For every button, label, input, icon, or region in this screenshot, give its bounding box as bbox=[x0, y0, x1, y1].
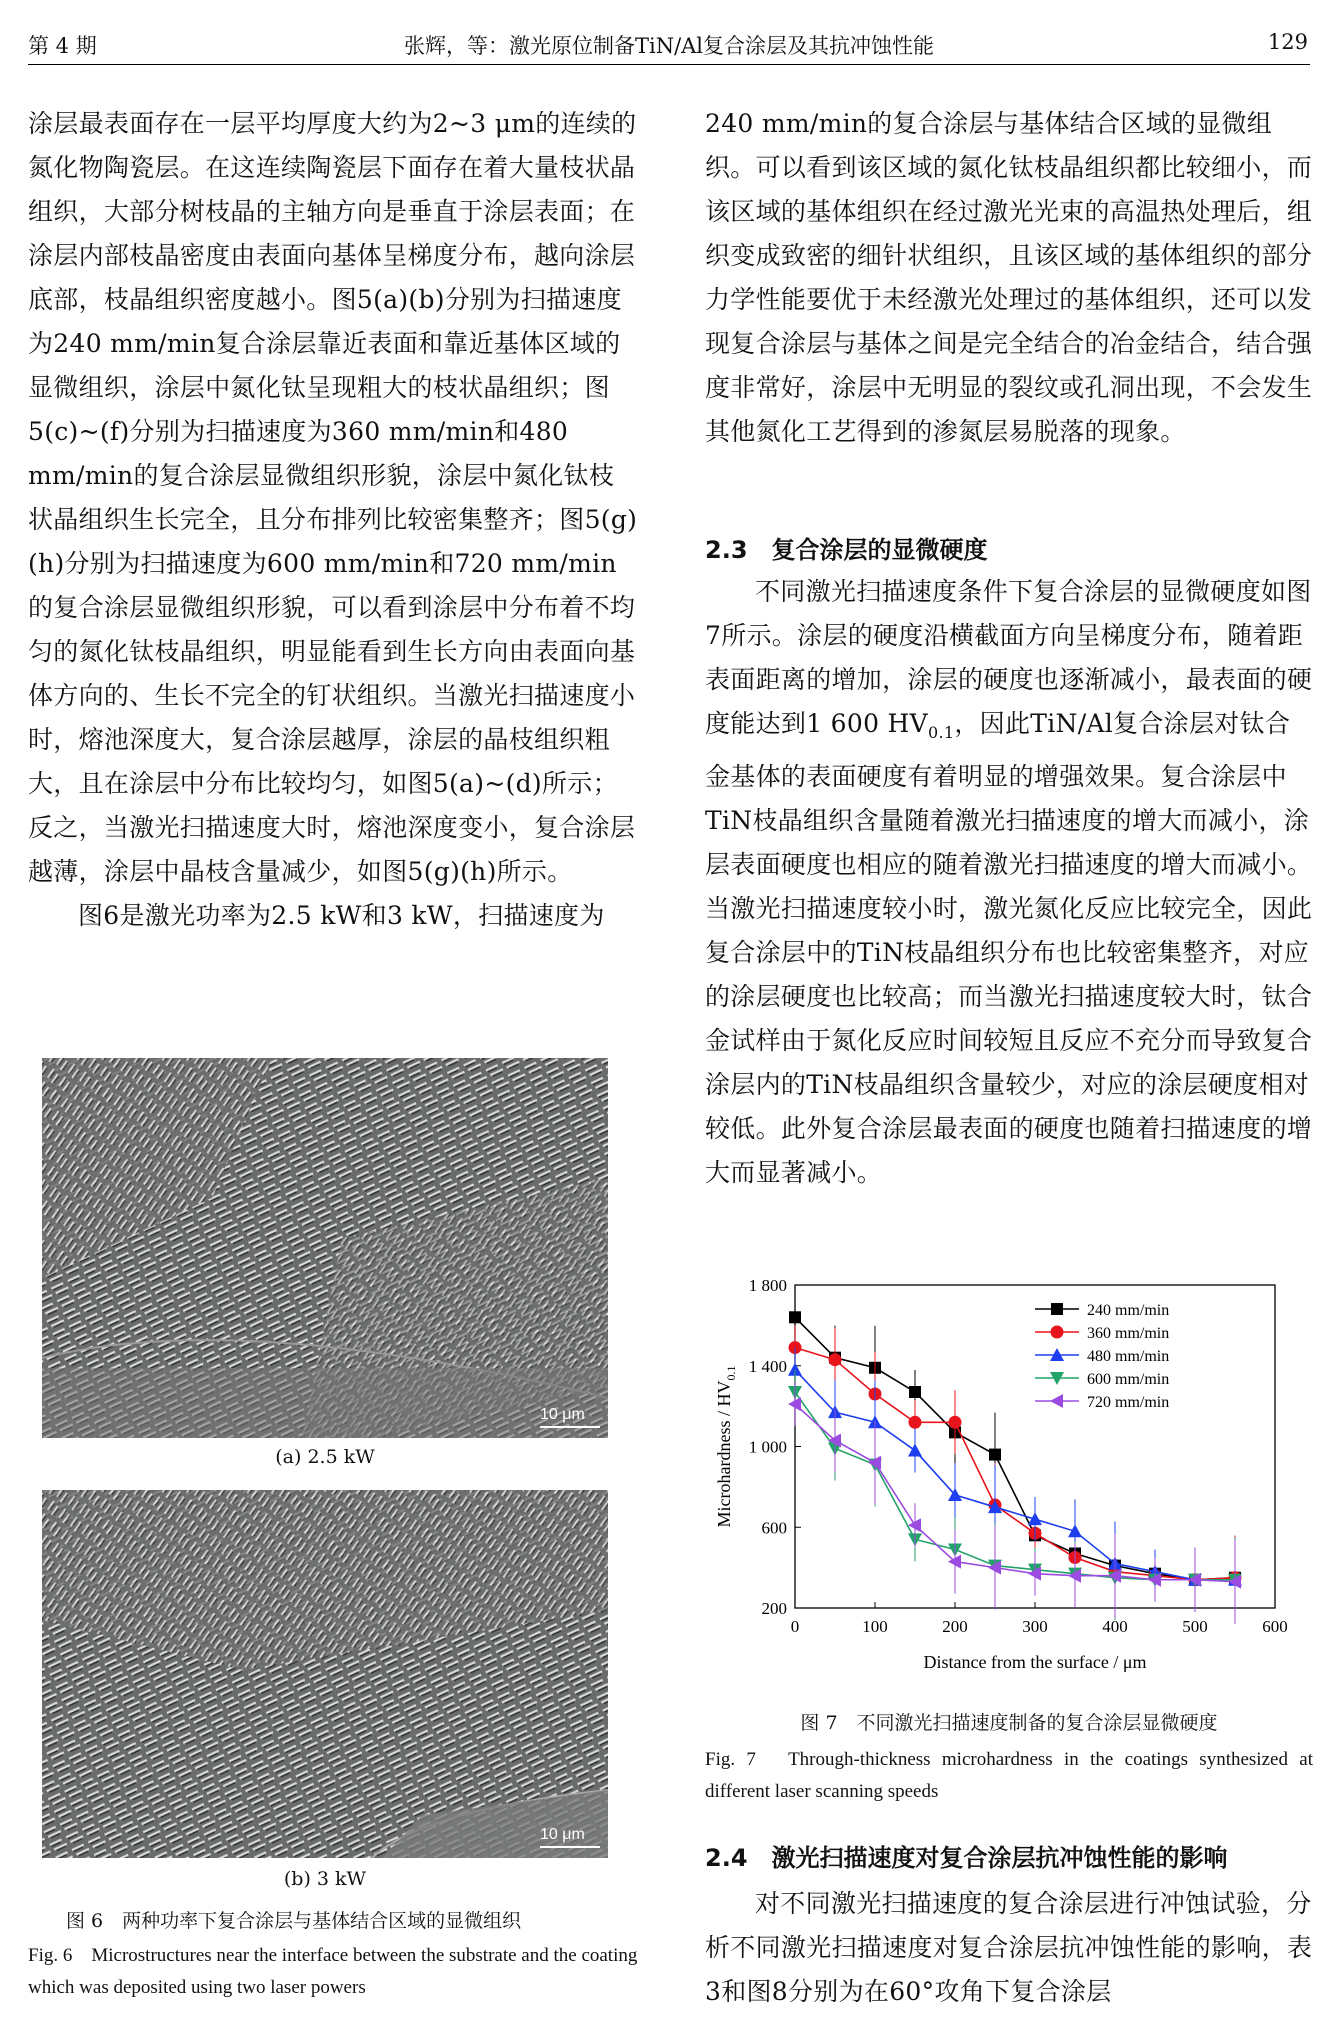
y-tick-label: 600 bbox=[761, 1518, 787, 1538]
data-point bbox=[1051, 1326, 1064, 1339]
y-tick-label: 1 800 bbox=[748, 1276, 787, 1295]
y-tick-label: 1 400 bbox=[748, 1356, 787, 1376]
data-point bbox=[908, 1444, 922, 1457]
paragraph-2-3-part-a: 不同激光扫描速度条件下复合涂层的显微硬度如图7所示。涂层的硬度沿横截面方向呈梯度分布，随着距表面距离的增加，涂层的硬度也逐渐减小，最表面的硬度能达到1 600 HV bbox=[705, 577, 1313, 738]
sem-image-a bbox=[42, 1058, 608, 1438]
x-tick-label: 300 bbox=[1022, 1617, 1048, 1636]
x-tick-label: 0 bbox=[790, 1617, 800, 1636]
sem-image-b bbox=[42, 1490, 608, 1858]
fig6-caption-en: Fig. 6 Microstructures near the interface between the substrate and the coating which was deposited using two laser powers bbox=[28, 1945, 638, 1998]
fig6-subcaption-a: (a) 2.5 kW bbox=[275, 1446, 375, 1468]
data-point bbox=[1028, 1512, 1042, 1525]
data-point bbox=[909, 1386, 921, 1398]
fig7-caption-cn: 图 7 不同激光扫描速度制备的复合涂层显微硬度 bbox=[800, 1712, 1218, 1734]
series-line bbox=[795, 1392, 1235, 1580]
left-paragraph-2: 图6是激光功率为2.5 kW和3 kW，扫描速度为 bbox=[78, 901, 605, 930]
data-point bbox=[1050, 1394, 1063, 1408]
data-point bbox=[989, 1449, 1001, 1461]
section-heading-2-4: 2.4 激光扫描速度对复合涂层抗冲蚀性能的影响 bbox=[705, 1844, 1228, 1872]
x-tick-label: 200 bbox=[942, 1617, 968, 1636]
paragraph-2-3-part-b: ，因此TiN/Al复合涂层对钛合金基体的表面硬度有着明显的增强效果。复合涂层中TiN枝晶组织含量随着激光扫描速度的增大而减小，涂层表面硬度也相应的随着激光扫描速度的增大而减小。当激光扫描速度较小时，激光氮化反应比较完全，因此复合涂层中的TiN枝晶组织分布也比较密集整齐，对应的涂层硬度也比较高；而当激光扫描速度较大时，钛合金试样由于氮化反应时间较短且反应不充分而导致复合涂层内的TiN枝晶组织含量较少，对应的涂层硬度相对较低。此外复合涂层最表面的硬度也随着扫描速度的增大而显著减小。 bbox=[705, 709, 1313, 1187]
x-tick-label: 600 bbox=[1262, 1617, 1288, 1636]
legend-label: 480 mm/min bbox=[1087, 1348, 1170, 1365]
hv-subscript: 0.1 bbox=[927, 723, 955, 742]
data-point bbox=[909, 1416, 922, 1429]
left-column bbox=[28, 102, 638, 938]
microhardness-chart bbox=[700, 1260, 1300, 1700]
right-column-2-3 bbox=[705, 570, 1313, 1195]
fig7-caption-en: Fig. 7 Through-thickness microhardness in the coatings synthesized at different laser scanning speeds bbox=[705, 1749, 1313, 1802]
data-point bbox=[1068, 1524, 1082, 1537]
data-point bbox=[949, 1416, 962, 1429]
fig6-subcaption-b: (b) 3 kW bbox=[283, 1868, 367, 1890]
y-tick-label: 200 bbox=[761, 1599, 787, 1618]
series-line bbox=[795, 1404, 1235, 1582]
fig6-caption-cn: 图 6 两种功率下复合涂层与基体结合区域的显微组织 bbox=[66, 1910, 522, 1932]
right-paragraph-1: 240 mm/min的复合涂层与基体结合区域的显微组织。可以看到该区域的氮化钛枝晶组织都比较细小，而该区域的基体组织在经过激光光束的高温热处理后，组织变成致密的细针状组织，且该区域的基体组织的部分力学性能要优于未经激光处理过的基体组织，还可以发现复合涂层与基体之间是完全结合的冶金结合，结合强度非常好，涂层中无明显的裂纹或孔洞出现，不会发生其他氮化工艺得到的渗氮层易脱落的现象。 bbox=[705, 109, 1313, 446]
right-column-top bbox=[705, 102, 1313, 454]
legend-label: 600 mm/min bbox=[1087, 1371, 1170, 1388]
data-point bbox=[789, 1311, 801, 1323]
right-column-2-4 bbox=[705, 1882, 1313, 2014]
scale-bar-a: 10 μm bbox=[540, 1406, 600, 1428]
page-number: 129 bbox=[1267, 30, 1308, 54]
page-header bbox=[28, 22, 1310, 65]
legend-label: 720 mm/min bbox=[1087, 1394, 1170, 1411]
paragraph-2-3 bbox=[705, 570, 1313, 1195]
left-paragraph-1: 涂层最表面存在一层平均厚度大约为2~3 μm的连续的氮化物陶瓷层。在这连续陶瓷层下面存在着大量枝状晶组织，大部分树枝晶的主轴方向是垂直于涂层表面；在涂层内部枝晶密度由表面向基体呈梯度分布，越向涂层底部，枝晶组织密度越小。图5(a)(b)分别为扫描速度为240 mm/min复合涂层靠近表面和靠近基体区域的显微组织，涂层中氮化钛呈现粗大的枝状晶组织；图5(c)~(f)分别为扫描速度为360 mm/min和480 mm/min的复合涂层显微组织形貌，涂层中氮化钛枝状晶组织生长完全，且分布排列比较密集整齐；图5(g)(h)分别为扫描速度为600 mm/min和720 mm/min的复合涂层显微组织形貌，可以看到涂层中分布着不均匀的氮化钛枝晶组织，明显能看到生长方向由表面向基体方向的、生长不完全的钉状组织。当激光扫描速度小时，熔池深度大，复合涂层越厚，涂层的晶枝组织粗大，且在涂层中分布比较均匀，如图5(a)~(d)所示；反之，当激光扫描速度大时，熔池深度变小，复合涂层越薄，涂层中晶枝含量减少，如图5(g)(h)所示。 bbox=[28, 109, 638, 886]
x-tick-label: 500 bbox=[1182, 1617, 1208, 1636]
data-point bbox=[829, 1353, 842, 1366]
y-axis-label: Microhardness / $HV_{0.1}$ bbox=[714, 1365, 738, 1528]
running-title: 张辉，等：激光原位制备TiN/Al复合涂层及其抗冲蚀性能 bbox=[403, 34, 935, 58]
issue-number: 第 4 期 bbox=[28, 34, 97, 58]
x-axis-label: Distance from the surface / μm bbox=[923, 1652, 1147, 1672]
paragraph-2-4: 对不同激光扫描速度的复合涂层进行冲蚀试验，分析不同激光扫描速度对复合涂层抗冲蚀性能的影响，表3和图8分别为在60°攻角下复合涂层 bbox=[705, 1889, 1313, 2006]
legend-label: 360 mm/min bbox=[1087, 1325, 1170, 1342]
x-tick-label: 100 bbox=[862, 1617, 888, 1636]
section-heading-2-3: 2.3 复合涂层的显微硬度 bbox=[705, 536, 988, 564]
y-tick-label: 1 000 bbox=[748, 1437, 787, 1457]
data-point bbox=[1051, 1303, 1063, 1315]
x-tick-label: 400 bbox=[1102, 1617, 1128, 1636]
scale-bar-b: 10 μm bbox=[540, 1826, 600, 1848]
legend-label: 240 mm/min bbox=[1087, 1302, 1170, 1319]
